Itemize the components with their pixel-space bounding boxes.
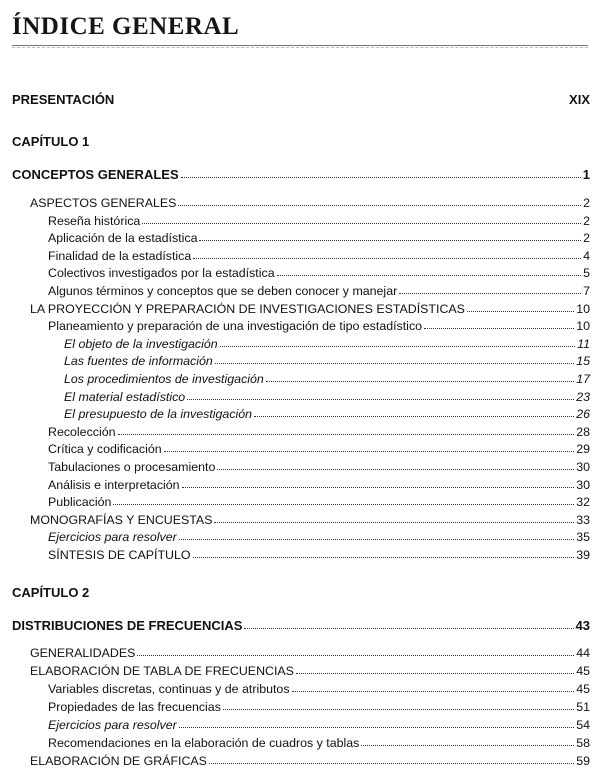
toc-entry-page: 45 <box>576 664 590 678</box>
toc-entry-page: 1 <box>582 167 590 182</box>
toc-entry-page: 7 <box>583 284 590 298</box>
toc-entry[interactable] <box>0 750 590 768</box>
toc-entry-page: 15 <box>576 354 590 369</box>
toc-entry-label: Las fuentes de información <box>64 354 213 369</box>
toc-entry[interactable] <box>0 678 590 696</box>
toc-entry-label: CONCEPTOS GENERALES <box>12 167 179 182</box>
toc-entry-label: Los procedimientos de investigación <box>64 372 264 386</box>
toc-entry[interactable] <box>0 714 590 732</box>
toc-entry-page: 29 <box>576 442 590 457</box>
toc-entry-label: Variables discretas, continuas y de atributos <box>48 682 290 696</box>
toc-entry[interactable] <box>0 227 590 245</box>
toc-entry[interactable] <box>0 368 590 386</box>
toc-entry-label: Finalidad de la estadística <box>48 248 192 263</box>
toc-entry-page: 54 <box>576 718 590 732</box>
toc-entry-label: Ejercicios para resolver <box>48 530 177 545</box>
chapter-title-entry[interactable] <box>0 615 590 633</box>
toc-entry-page: 5 <box>583 266 590 281</box>
toc-entry-page: 44 <box>576 646 590 660</box>
toc-entry[interactable] <box>0 386 590 404</box>
toc-leader <box>116 102 567 103</box>
toc-entry-label: Colectivos investigados por la estadística <box>48 266 275 281</box>
toc-leader <box>399 292 581 294</box>
toc-entry-page: 2 <box>583 196 590 210</box>
toc-entry-page: 4 <box>583 248 590 263</box>
toc-entry-label: El objeto de la investigación <box>64 336 218 351</box>
toc-leader <box>118 433 575 435</box>
toc-entry-label: Planeamiento y preparación de una investigación de tipo estadístico <box>48 319 423 334</box>
toc-entry[interactable] <box>0 210 590 228</box>
toc-entry-page: 26 <box>576 407 590 422</box>
toc-entry-label: El presupuesto de la investigación <box>64 407 253 422</box>
toc-entry[interactable] <box>0 421 590 439</box>
toc-leader <box>209 762 574 764</box>
toc-entry[interactable] <box>0 696 590 714</box>
toc-entry-label: Propiedades de las frecuencias <box>48 700 221 714</box>
toc-leader <box>182 486 575 488</box>
toc-leader <box>220 345 576 347</box>
toc-entry[interactable] <box>0 403 590 421</box>
toc-entry-page: 23 <box>576 389 590 404</box>
toc-leader <box>178 204 581 206</box>
toc-leader <box>223 708 574 710</box>
toc-entry-label: PRESENTACIÓN <box>12 92 115 107</box>
toc-leader <box>361 744 574 746</box>
page-title: ÍNDICE GENERAL <box>12 13 240 40</box>
toc-entry[interactable] <box>0 245 590 263</box>
toc-entry-label: Algunos términos y conceptos que se deben conocer y manejar <box>48 284 398 298</box>
toc-entry-label: ELABORACIÓN DE TABLA DE FRECUENCIAS <box>30 664 294 678</box>
toc-entry-label: SÍNTESIS DE CAPÍTULO <box>48 548 191 562</box>
toc-leader <box>292 690 575 692</box>
toc-entry-page: 10 <box>576 319 590 334</box>
toc-leader <box>254 415 574 417</box>
toc-entry-label: Ejercicios para resolver <box>48 718 177 732</box>
toc-entry-page: 30 <box>576 460 590 474</box>
toc-entry[interactable] <box>0 526 590 544</box>
toc-entry-presentation[interactable] <box>0 89 590 107</box>
toc-entry[interactable] <box>0 642 590 660</box>
toc-entry-page: XIX <box>569 92 590 107</box>
toc-leader <box>137 654 574 656</box>
toc-entry-page: 58 <box>576 736 590 750</box>
toc-entry-page: 2 <box>583 213 590 228</box>
toc-entry-label: Crítica y codificación <box>48 442 162 457</box>
toc-entry-page: 43 <box>575 618 590 633</box>
toc-entry[interactable] <box>0 315 590 333</box>
toc-leader <box>164 450 575 452</box>
toc-entry[interactable] <box>0 509 590 527</box>
toc-leader <box>179 726 574 728</box>
toc-entry-page: 35 <box>576 530 590 545</box>
toc-entry-label: Análisis e interpretación <box>48 477 180 492</box>
toc-entry[interactable] <box>0 732 590 750</box>
toc-leader <box>214 521 574 523</box>
toc-entry[interactable] <box>0 456 590 474</box>
toc-entry[interactable] <box>0 333 590 351</box>
title-rule <box>12 45 588 46</box>
toc-entry[interactable] <box>0 280 590 298</box>
toc-entry-label: DISTRIBUCIONES DE FRECUENCIAS <box>12 618 243 633</box>
toc-entry-label: ASPECTOS GENERALES <box>30 196 177 210</box>
toc-leader <box>179 538 574 540</box>
toc-entry[interactable] <box>0 350 590 368</box>
toc-entry-label: Publicación <box>48 495 112 510</box>
toc-leader <box>217 468 574 470</box>
toc-entry-page: 51 <box>576 700 590 714</box>
toc-leader <box>181 176 581 178</box>
toc-entry-label: El material estadístico <box>64 389 186 404</box>
toc-entry-page: 33 <box>576 512 590 527</box>
toc-entry-page: 30 <box>576 477 590 492</box>
toc-entry-label: LA PROYECCIÓN Y PREPARACIÓN DE INVESTIGACIONES ESTADÍSTICAS <box>30 301 465 316</box>
toc-leader <box>199 239 581 241</box>
toc-entry-label: Tabulaciones o procesamiento <box>48 460 216 474</box>
toc-entry-page: 45 <box>576 682 590 696</box>
toc-entry[interactable] <box>0 192 590 210</box>
toc-leader <box>296 672 574 674</box>
toc-entry-page: 28 <box>576 424 590 439</box>
toc-leader <box>424 327 574 329</box>
title-rule-shadow <box>12 47 588 48</box>
toc-entry-label: GENERALIDADES <box>30 646 136 660</box>
toc-entry[interactable] <box>0 544 590 562</box>
toc-leader <box>193 257 581 259</box>
toc-entry-page: 32 <box>576 495 590 510</box>
toc-leader <box>277 274 582 276</box>
toc-entry[interactable] <box>0 660 590 678</box>
toc-leader <box>215 362 574 364</box>
toc-entry-page: 39 <box>576 548 590 562</box>
chapter-heading: CAPÍTULO 2 <box>12 585 90 600</box>
chapter-heading: CAPÍTULO 1 <box>12 134 90 149</box>
toc-entry-page: 17 <box>576 372 590 386</box>
toc-entry-page: 59 <box>576 754 590 768</box>
toc-entry-page: 10 <box>576 301 590 316</box>
toc-entry-page: 2 <box>583 231 590 246</box>
toc-leader <box>266 380 574 382</box>
toc-leader <box>193 556 575 558</box>
toc-leader <box>142 222 581 224</box>
toc-entry-label: Recomendaciones en la elaboración de cuadros y tablas <box>48 736 360 750</box>
toc-entry[interactable] <box>0 474 590 492</box>
toc-leader <box>244 627 573 629</box>
toc-entry-label: Recolección <box>48 424 116 439</box>
toc-entry-label: MONOGRAFÍAS Y ENCUESTAS <box>30 512 213 527</box>
toc-entry[interactable] <box>0 298 590 316</box>
toc-entry-label: Aplicación de la estadística <box>48 231 198 246</box>
toc-entry-label: Reseña histórica <box>48 213 141 228</box>
toc-leader <box>113 503 574 505</box>
toc-leader <box>187 398 574 400</box>
toc-entry[interactable] <box>0 262 590 280</box>
chapter-title-entry[interactable] <box>0 164 590 182</box>
toc-entry-label: ELABORACIÓN DE GRÁFICAS <box>30 754 207 768</box>
toc-entry[interactable] <box>0 438 590 456</box>
toc-entry-page: 11 <box>577 336 590 351</box>
toc-entry[interactable] <box>0 491 590 509</box>
toc-leader <box>467 310 574 312</box>
